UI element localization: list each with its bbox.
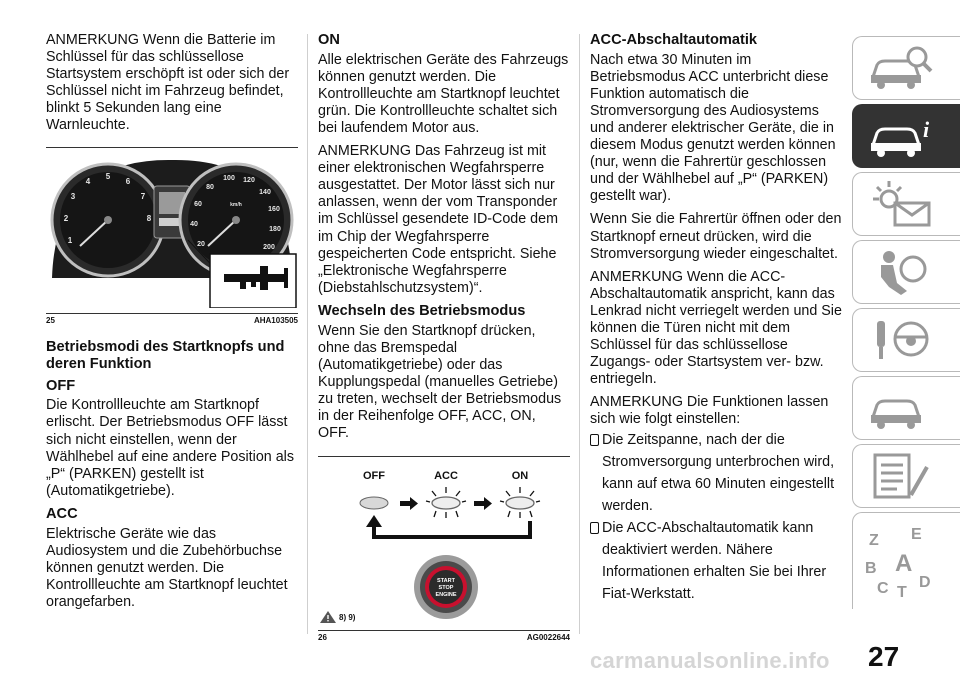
column-divider xyxy=(579,34,580,634)
mode-label-acc: ACC xyxy=(434,470,458,483)
bullet-box-icon xyxy=(590,434,599,446)
list-item xyxy=(590,429,842,517)
acc-auto-off-note2: ANMERKUNG Die Funktionen lassen sich wie folgt einstellen: xyxy=(590,394,829,428)
tab-maintenance[interactable] xyxy=(852,444,960,508)
column-2 xyxy=(318,32,570,642)
speedo-unit: km/h xyxy=(230,201,242,208)
speedo-tick: 100 xyxy=(223,174,235,182)
tab-car-search[interactable] xyxy=(852,36,960,100)
speedo-tick: 160 xyxy=(268,205,280,213)
index-letters-icon xyxy=(863,521,943,601)
figure-caption xyxy=(46,313,298,325)
off-text: Die Kontrollleuchte am Startknopf erlischt. Der Betriebsmodus OFF lässt sich nicht einstellen, wenn der Wählhebel auf eine andere Position als „P“ (PARKEN) gestellt ist (Automatikgetriebe). xyxy=(46,397,294,499)
key-steering-icon xyxy=(867,315,937,365)
on-heading: ON xyxy=(318,32,340,48)
start-stop-button-illustration xyxy=(414,555,478,619)
speedo-tick: 180 xyxy=(269,225,281,233)
tab-car-info[interactable] xyxy=(852,104,960,168)
lamp-on-icon xyxy=(500,487,540,518)
figure-caption xyxy=(318,630,570,642)
speedo-tick: 200 xyxy=(263,243,275,251)
figure-number: 26 xyxy=(318,633,327,643)
column-1 xyxy=(46,32,298,617)
speedo-tick: 80 xyxy=(206,183,214,191)
checklist-icon xyxy=(867,451,937,501)
arrow-right-icon xyxy=(400,497,418,510)
tach-tick: 4 xyxy=(85,176,91,186)
figure-26 xyxy=(318,456,570,642)
tach-tick: 1 xyxy=(67,235,73,245)
tach-tick: 6 xyxy=(125,176,131,186)
index-letter: D xyxy=(919,574,931,591)
tach-tick: 8 xyxy=(146,213,152,223)
modes-heading: Betriebsmodi des Startknopfs und deren Funktion xyxy=(46,338,285,373)
acc-auto-off-p1: Nach etwa 30 Minuten im Betriebsmodus ACC unterbricht diese Funktion automatisch die Stromversorgung des Audiosystems und anderer elektrischer Geräte, die in diesem Modus genutzt werden können (nur, wenn die Fahrertür geschlossen und der Wählhebel auf „P“ (PARKEN) gestellt war). xyxy=(590,51,836,205)
speedo-tick: 140 xyxy=(259,188,271,196)
warning-refs: 8) 9) xyxy=(339,612,356,622)
return-arrow-icon xyxy=(366,515,532,539)
car-service-icon xyxy=(867,383,937,433)
airbag-person-icon xyxy=(867,247,937,297)
tach-tick: 2 xyxy=(63,213,69,223)
instrument-cluster-illustration xyxy=(46,148,298,308)
lamp-off-icon xyxy=(360,497,388,509)
change-mode-text: Wenn Sie den Startknopf drücken, ohne das Bremspedal (Automatikgetriebe) oder das Kupplungspedal (manuelles Getriebe) zu treten, wechselt der Betriebsmodus in der Reihenfolge OFF, ACC, ON, OFF. xyxy=(318,322,562,442)
acc-auto-off-note1: ANMERKUNG Wenn die ACC-Abschaltautomatik anspricht, kann das Lenkrad nicht verriegelt werden und Sie können die Türen nicht mit dem Schlüssel für das schlüssellose Zugangs- oder Startsystem ver- bzw. entriegeln. xyxy=(590,268,842,388)
button-text-stop: STOP xyxy=(438,585,454,592)
battery-note: ANMERKUNG Wenn die Batterie im Schlüssel für das schlüssellose Startsystem erschöpft ist oder sich der Schlüssel nicht im Fahrzeug befindet, blinkt 5 Sekunden lang eine Warnleuchte. xyxy=(46,32,290,134)
tach-tick: 3 xyxy=(70,191,76,201)
tab-warning-lights[interactable] xyxy=(852,172,960,236)
bullet-text: Die ACC-Abschaltautomatik kann deaktiviert werden. Nähere Informationen erhalten Sie bei Ihrer Fiat-Werkstatt. xyxy=(602,519,827,602)
warning-reference xyxy=(320,611,355,623)
svg-text:i: i xyxy=(923,117,930,142)
off-heading: OFF xyxy=(46,377,76,394)
mode-label-on: ON xyxy=(511,470,529,483)
speedo-tick: 20 xyxy=(197,240,205,248)
arrow-right-icon xyxy=(474,497,492,510)
tach-tick: 7 xyxy=(140,191,146,201)
tab-index[interactable] xyxy=(852,512,960,609)
figure-code: AHA103505 xyxy=(253,315,298,325)
figure-number: 25 xyxy=(46,315,55,325)
speedo-tick: 40 xyxy=(190,220,198,228)
on-text: Alle elektrischen Geräte des Fahrzeugs können genutzt werden. Die Kontrollleuchte am Startknopf leuchtet grün. Die Kontrollleuchte schaltet sich bei laufendem Motor aus. xyxy=(318,51,569,136)
acc-auto-off-p2: Wenn Sie die Fahrertür öffnen oder den Startknopf erneut drücken, wird die Stromversorgung wieder eingeschaltet. xyxy=(590,211,842,262)
index-letter: A xyxy=(895,550,913,577)
immobilizer-note: ANMERKUNG Das Fahrzeug ist mit einer elektronischen Wegfahrsperre ausgestattet. Der Motor lässt sich nur anlassen, wenn der vom Transponder im Schlüssel gesendete ID-Code dem im Chip der Wegfahrsperre gespeicherten Code entspricht. Siehe „Elektronische Wegfahrsperre (Diebstahlschutzsystem)“. xyxy=(318,143,558,296)
bullet-box-icon xyxy=(590,522,599,534)
lamp-acc-icon xyxy=(426,487,466,518)
column-divider xyxy=(307,34,308,634)
button-text-engine: ENGINE xyxy=(435,592,457,599)
acc-heading: ACC xyxy=(46,505,78,522)
car-info-icon xyxy=(867,111,937,161)
tab-emergency[interactable] xyxy=(852,376,960,440)
start-button-modes-illustration xyxy=(318,457,570,625)
bullet-text: Die Zeitspanne, nach der die Stromversorgung unterbrochen wird, kann auf etwa 60 Minuten eingestellt werden. xyxy=(602,431,835,514)
tach-tick: 5 xyxy=(105,171,111,181)
index-letter: B xyxy=(865,560,877,577)
list-item xyxy=(590,517,842,605)
tab-safety[interactable] xyxy=(852,240,960,304)
mode-label-off: OFF xyxy=(363,470,385,483)
figure-code: AG0022644 xyxy=(526,633,570,643)
footer-watermark: carmanualsonline.info xyxy=(590,648,830,673)
index-letter: C xyxy=(877,580,889,597)
tab-starting[interactable] xyxy=(852,308,960,372)
index-letter: E xyxy=(911,526,922,543)
index-letter: Z xyxy=(869,532,879,549)
speedo-tick: 60 xyxy=(194,200,202,208)
index-letter: T xyxy=(897,584,907,601)
figure-25 xyxy=(46,147,298,325)
acc-text: Elektrische Geräte wie das Audiosystem und die Zubehörbuchse können genutzt werden. Die Kontrollleuchte am Startknopf leuchtet orangefarben. xyxy=(46,525,288,610)
car-search-icon xyxy=(867,43,937,93)
column-3 xyxy=(590,32,842,605)
page-number: 27 xyxy=(868,641,900,672)
change-mode-heading: Wechseln des Betriebsmodus xyxy=(318,302,526,319)
warning-triangle-icon xyxy=(320,611,336,623)
warning-light-icon xyxy=(867,179,937,229)
button-text-start: START xyxy=(437,578,455,585)
speedo-tick: 120 xyxy=(243,176,255,184)
acc-auto-off-heading: ACC-Abschaltautomatik xyxy=(590,32,758,48)
